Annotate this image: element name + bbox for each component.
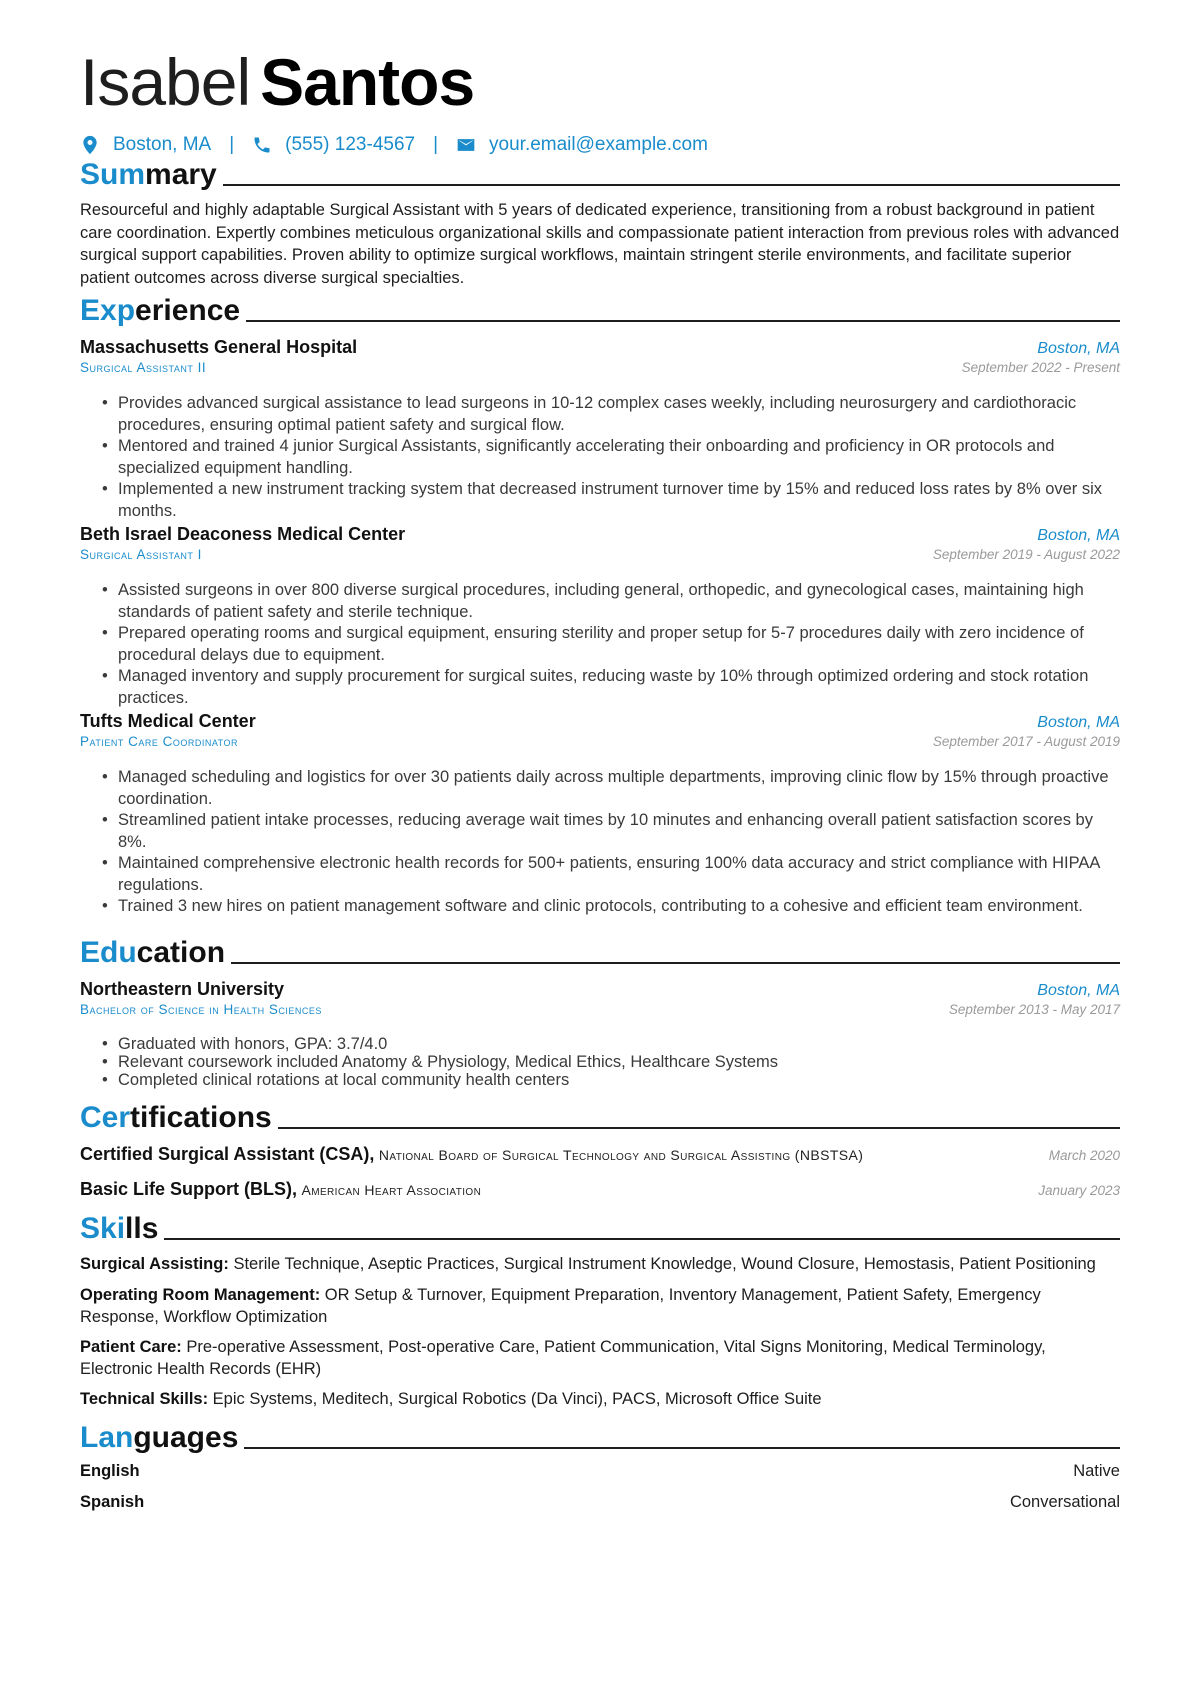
education-bullets xyxy=(80,1035,1120,1089)
candidate-name xyxy=(80,42,474,122)
job-dates: September 2019 - August 2022 xyxy=(932,547,1120,562)
contact-separator: | xyxy=(433,134,439,155)
education-dates: September 2013 - May 2017 xyxy=(948,1002,1120,1017)
job-location: Boston, MA xyxy=(1037,340,1120,357)
summary-heading: Summary xyxy=(80,157,1120,193)
job-bullets xyxy=(80,767,1120,918)
skill-row xyxy=(80,1388,1120,1410)
last-name: Santos xyxy=(260,45,475,119)
list-item: • Implemented a new instrument tracking system that decreased instrument turnover time by 15% and reduced loss rates by 8% over six months. xyxy=(80,479,1120,522)
section-rule xyxy=(278,1127,1120,1129)
language-level: Native xyxy=(1073,1462,1120,1480)
list-item: • Managed scheduling and logistics for over 30 patients daily across multiple departments, improving clinic flow by 15% through proactive coordination. xyxy=(80,767,1120,810)
skills-heading: Skills xyxy=(80,1211,1120,1247)
skill-value: OR Setup & Turnover, Equipment Preparation, Inventory Management, Patient Safety, Emergency Response, Workflow Optimization xyxy=(80,1286,1041,1326)
list-item: • Mentored and trained 4 junior Surgical Assistants, significantly accelerating their onboarding and proficiency in OR protocols and specialized equipment handling. xyxy=(80,436,1120,479)
skill-value: Epic Systems, Meditech, Surgical Robotics (Da Vinci), PACS, Microsoft Office Suite xyxy=(212,1390,822,1408)
job-org: Massachusetts General Hospital xyxy=(80,337,358,357)
skill-key: Technical Skills: xyxy=(80,1390,209,1408)
cert-date: January 2023 xyxy=(1038,1183,1120,1198)
certification-item: Basic Life Support (BLS), American Heart Association January 2023 xyxy=(80,1179,1120,1199)
experience-heading: Experience xyxy=(80,293,1120,329)
list-item: • Relevant coursework included Anatomy & Physiology, Medical Ethics, Healthcare Systems xyxy=(80,1053,1120,1071)
job-entry xyxy=(80,524,1120,562)
phone-text: (555) 123-4567 xyxy=(285,134,416,155)
location-text: Boston, MA xyxy=(113,134,212,155)
job-bullets xyxy=(80,580,1120,709)
section-rule xyxy=(244,1447,1120,1449)
list-item: • Prepared operating rooms and surgical equipment, ensuring sterility and proper setup for 5-7 procedures daily with zero incidence of procedural delays due to equipment. xyxy=(80,623,1120,666)
job-bullets xyxy=(80,393,1120,522)
cert-issuer: National Board of Surgical Technology and Surgical Assisting (NBSTSA) xyxy=(378,1147,864,1163)
cert-name: Certified Surgical Assistant (CSA) xyxy=(80,1144,370,1164)
first-name: Isabel xyxy=(80,45,251,119)
phone-icon xyxy=(252,135,272,155)
section-rule xyxy=(246,320,1120,322)
job-role: Patient Care Coordinator xyxy=(80,734,239,749)
contact-phone[interactable] xyxy=(252,134,415,156)
contact-email[interactable] xyxy=(456,134,708,156)
list-item: • Provides advanced surgical assistance to lead surgeons in 10-12 complex cases weekly, including neurosurgery and cardiothoracic procedures, ensuring optimal patient safety and surgical flow. xyxy=(80,393,1120,436)
language-row xyxy=(80,1493,1120,1512)
certification-item: Certified Surgical Assistant (CSA), National Board of Surgical Technology and Surgical Assisting (NBSTSA) March 2020 xyxy=(80,1144,1120,1164)
contact-separator: | xyxy=(229,134,235,155)
section-rule xyxy=(164,1238,1120,1240)
skill-key: Operating Room Management: xyxy=(80,1286,321,1304)
language-name: Spanish xyxy=(80,1493,145,1511)
languages-heading: Languages xyxy=(80,1420,1120,1456)
job-dates: September 2022 - Present xyxy=(961,360,1120,375)
list-item: • Completed clinical rotations at local community health centers xyxy=(80,1071,1120,1089)
list-item: • Maintained comprehensive electronic health records for 500+ patients, ensuring 100% data accuracy and strict compliance with HIPAA regulations. xyxy=(80,853,1120,896)
skill-key: Surgical Assisting: xyxy=(80,1255,229,1273)
skill-value: Sterile Technique, Aseptic Practices, Surgical Instrument Knowledge, Wound Closure, Hemostasis, Patient Positioning xyxy=(233,1255,1096,1273)
job-entry xyxy=(80,337,1120,375)
cert-date: March 2020 xyxy=(1048,1148,1120,1163)
job-location: Boston, MA xyxy=(1037,527,1120,544)
contact-location xyxy=(80,134,211,156)
education-heading: Education xyxy=(80,935,1120,971)
cert-issuer: American Heart Association xyxy=(301,1182,482,1198)
envelope-icon xyxy=(456,135,476,155)
section-rule xyxy=(223,184,1120,186)
degree: Bachelor of Science in Health Sciences xyxy=(80,1002,322,1017)
job-dates: September 2017 - August 2019 xyxy=(932,734,1120,749)
section-rule xyxy=(231,962,1120,964)
job-org: Tufts Medical Center xyxy=(80,711,256,731)
skill-row xyxy=(80,1253,1120,1275)
email-text: your.email@example.com xyxy=(489,134,708,155)
map-marker-icon xyxy=(80,135,100,155)
job-role: Surgical Assistant II xyxy=(80,360,207,375)
school-name: Northeastern University xyxy=(80,979,285,999)
list-item: • Graduated with honors, GPA: 3.7/4.0 xyxy=(80,1035,1120,1053)
skill-value: Pre-operative Assessment, Post-operative Care, Patient Communication, Vital Signs Monitoring, Medical Terminology, Electronic Health Records (EHR) xyxy=(80,1338,1046,1378)
job-entry xyxy=(80,711,1120,749)
list-item: • Streamlined patient intake processes, reducing average wait times by 10 minutes and enhancing overall patient satisfaction scores by 8%. xyxy=(80,810,1120,853)
list-item: • Assisted surgeons in over 800 diverse surgical procedures, including general, orthopedic, and gynecological cases, maintaining high standards of patient safety and sterile technique. xyxy=(80,580,1120,623)
certifications-heading: Certifications xyxy=(80,1100,1120,1136)
job-org: Beth Israel Deaconess Medical Center xyxy=(80,524,406,544)
job-location: Boston, MA xyxy=(1037,714,1120,731)
list-item: • Trained 3 new hires on patient management software and clinic protocols, contributing to a cohesive and efficient team environment. xyxy=(80,896,1120,918)
job-role: Surgical Assistant I xyxy=(80,547,202,562)
education-entry xyxy=(80,979,1120,1017)
contact-info xyxy=(80,134,708,156)
skill-row xyxy=(80,1336,1120,1380)
cert-name: Basic Life Support (BLS) xyxy=(80,1179,293,1199)
language-row xyxy=(80,1462,1120,1481)
summary-text: Resourceful and highly adaptable Surgical Assistant with 5 years of dedicated experience, transitioning from a robust background in patient care coordination. Expertly combines meticulous organizational skills and compassionate patient interaction from previous roles with advanced surgical support capabilities. Proven ability to optimize surgical workflows, maintain stringent sterile environments, and facilitate superior patient outcomes across diverse surgical specialties. xyxy=(80,201,1120,287)
skill-key: Patient Care: xyxy=(80,1338,182,1356)
language-level: Conversational xyxy=(1009,1493,1120,1511)
language-name: English xyxy=(80,1462,140,1480)
school-location: Boston, MA xyxy=(1037,982,1120,999)
skill-row xyxy=(80,1284,1120,1328)
list-item: • Managed inventory and supply procurement for surgical suites, reducing waste by 10% through optimized ordering and stock rotation practices. xyxy=(80,666,1120,709)
